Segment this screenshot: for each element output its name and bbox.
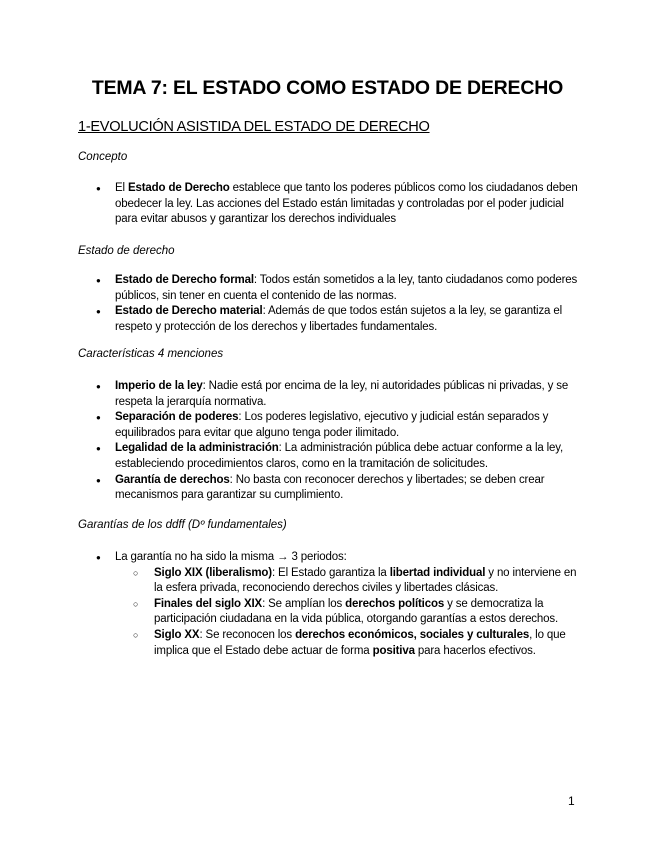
list-item: ● Separación de poderes: Los poderes legislativo, ejecutivo y judicial están separados y equilibrados para evitar que alguno tenga poder ilimitado. — [78, 410, 578, 441]
list-item: ● Legalidad de la administración: La administración pública debe actuar conforme a la ley, estableciendo procedimientos claros, como en la tramitación de solicitudes. — [78, 441, 578, 472]
sublist-item: ○ Finales del siglo XIX: Se amplían los derechos políticos y se democratiza la participación ciudadana en la vida pública, otorgando garantías a estos derechos. — [115, 597, 578, 628]
sublist-item: ○ Siglo XIX (liberalismo): El Estado garantiza la libertad individual y no interviene en la esfera privada, reconociendo derechos civiles y libertades clásicas. — [115, 566, 578, 597]
list-caracteristicas — [78, 379, 578, 504]
subheading-garantias: Garantías de los ddff (Dº fundamentales) — [78, 519, 287, 531]
list-item: ● Estado de Derecho material: Además de que todos están sujetos a la ley, se garantiza el respeto y protección de los derechos y libertades fundamentales. — [78, 304, 578, 335]
subheading-caracteristicas: Características 4 menciones — [78, 348, 224, 360]
sublist-item: ○ Siglo XX: Se reconocen los derechos económicos, sociales y culturales, lo que implica que el Estado debe actuar de forma positiva para hacerlos efectivos. — [115, 628, 578, 659]
page-title: TEMA 7: EL ESTADO COMO ESTADO DE DERECHO — [91, 77, 564, 99]
list-garantias — [78, 550, 578, 659]
list-item: ● La garantía no ha sido la misma → 3 periodos: ○ Siglo XIX (liberalismo): El Estado garantiza la libertad individual y no interviene en la esfera privada, reconociendo derechos civiles y libertades clásicas. ○ Finales del siglo XIX: Se amplían los derechos políticos y se democratiza la participación ciudadana en la vida pública, otorgando garantías a estos derechos. ○ Siglo XX: Se reconocen los derechos económicos, sociales y culturales, lo que implica que el Estado debe actuar de forma positiva para hacerlos efectivos. — [78, 550, 578, 659]
subheading-estado-de-derecho: Estado de derecho — [78, 245, 175, 257]
list-item: ● Garantía de derechos: No basta con reconocer derechos y libertades; se deben crear mecanismos para garantizar su cumplimiento. — [78, 473, 578, 504]
list-item: ● Imperio de la ley: Nadie está por encima de la ley, ni autoridades públicas ni privadas, y se respeta la jerarquía normativa. — [78, 379, 578, 410]
list-item: ● El Estado de Derecho establece que tanto los poderes públicos como los ciudadanos deben obedecer la ley. Las acciones del Estado están limitadas y controladas por el poder judicial para evitar abusos y garantizar los derechos individuales — [78, 181, 578, 228]
section-heading: 1-EVOLUCIÓN ASISTIDA DEL ESTADO DE DERECHO — [78, 119, 430, 135]
sublist-periodos — [115, 566, 578, 660]
list-concepto — [78, 181, 578, 228]
page-number: 1 — [568, 794, 575, 808]
list-estado — [78, 273, 578, 335]
subheading-concepto: Concepto — [78, 151, 128, 163]
list-item: ● Estado de Derecho formal: Todos están sometidos a la ley, tanto ciudadanos como poderes públicos, sin tener en cuenta el contenido de las normas. — [78, 273, 578, 304]
